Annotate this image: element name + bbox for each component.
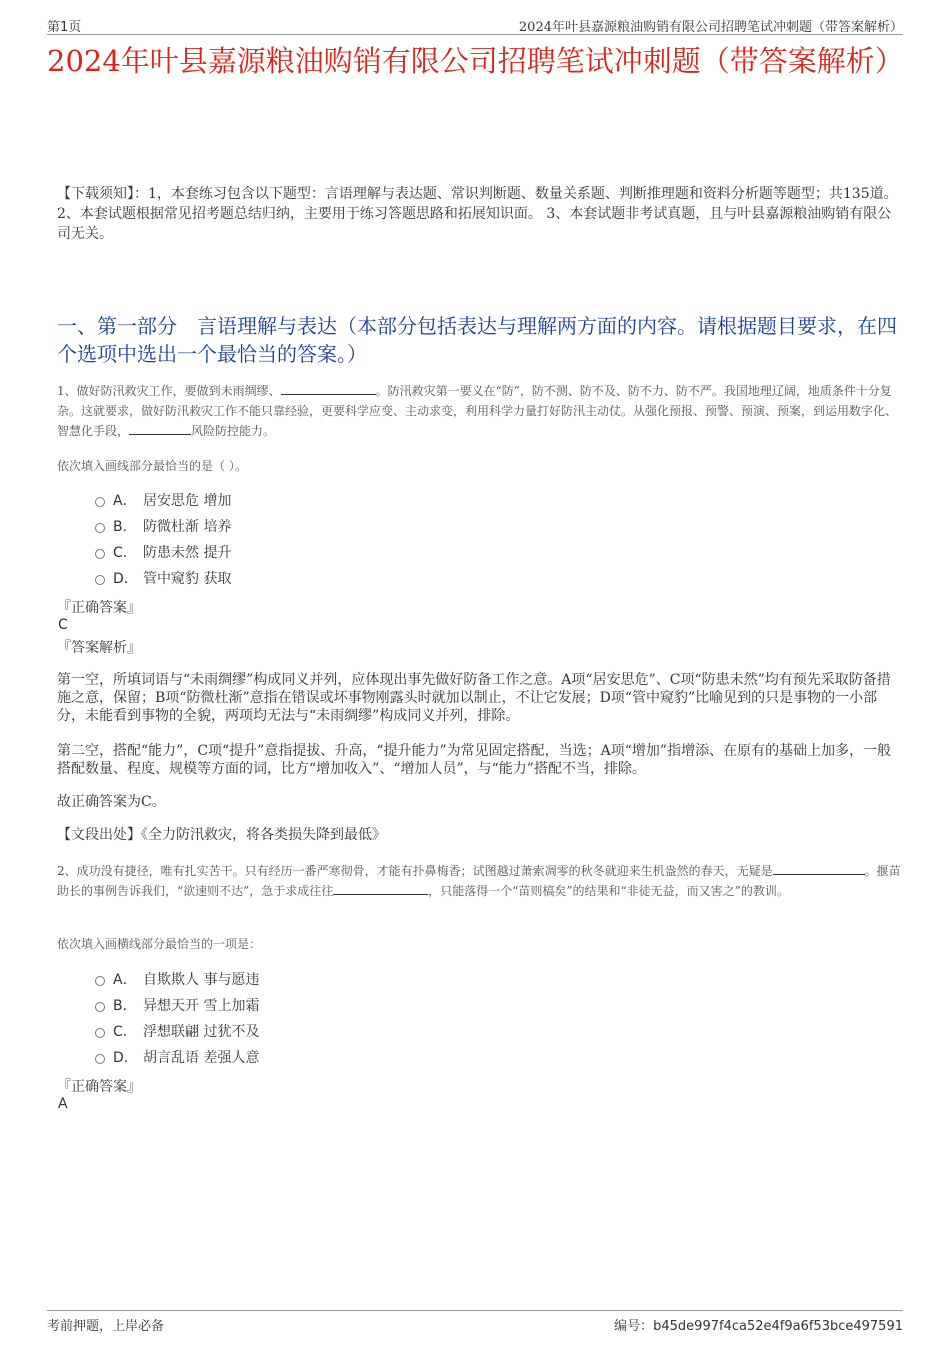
q2-answer: A (58, 1096, 68, 1112)
q1-blank-2 (129, 422, 191, 435)
section-heading: 一、第一部分 言语理解与表达（本部分包括表达与理解两方面的内容。请根据题目要求，在四个选项中选出一个最恰当的答案。） (57, 314, 897, 366)
document-title: 2024年叶县嘉源粮油购销有限公司招聘笔试冲刺题（带答案解析） (47, 44, 904, 78)
download-notice: 【下载须知】：1，本套练习包含以下题型：言语理解与表达题、常识判断题、数量关系题、判断推理题和资料分析题等题型；共135道。 2、本套试题根据常见招考题总结归纳，主要用于练习答题思路和拓展知识面。 3、本套试题非考试真题，且与叶县嘉源粮油购销有限公司无关。 (57, 186, 898, 242)
q2-text-part-c: ，只能落得一个“苗则槁矣”的结果和“非徒无益，而又害之”的教训。 (428, 884, 789, 898)
q2-text-part-b: 。揠苗助长的事例告诉我们，“欲速则不达”，急于求成往往 (57, 864, 901, 898)
radio-icon[interactable] (95, 1002, 105, 1012)
radio-icon[interactable] (95, 575, 105, 585)
q1-option-a[interactable]: A． 居安思危 增加 (95, 490, 231, 516)
q1-text-part-a: 1、做好防汛救灾工作，要做到未雨绸缪、 (57, 384, 281, 398)
q2-text-part-a: 2、成功没有捷径，唯有扎实苦干。只有经历一番严寒彻骨，才能有扑鼻梅香；试图越过萧索凋零的秋冬就迎来生机盎然的春天，无疑是 (57, 864, 773, 878)
footer-slogan: 考前押题，上岸必备 (47, 1319, 165, 1334)
q2-option-d[interactable]: D． 胡言乱语 差强人意 (95, 1047, 259, 1073)
q2-blank-2 (333, 882, 428, 895)
q2-option-c[interactable]: C． 浮想联翩 过犹不及 (95, 1021, 259, 1047)
q1-prompt: 依次填入画线部分最恰当的是（ ）。 (57, 459, 247, 473)
footer-code-label: 编号： (614, 1319, 654, 1334)
q1-source: 【文段出处】《全力防汛救灾，将各类损失降到最低》 (57, 827, 386, 843)
q1-answer-label: 『正确答案』 (57, 600, 141, 616)
q2-options (95, 969, 259, 1073)
question-2-text (57, 861, 903, 901)
page-number: 第1页 (47, 20, 82, 35)
q1-analysis-paragraph-2: 第二空，搭配“能力”，C项“提升”意指提拔、升高，“提升能力”为常见固定搭配，当选；A项“增加”指增添、在原有的基础上加多，一般搭配数量、程度、规模等方面的词，比方“增加收入”、“增加人员”，与“能力”搭配不当，排除。 (57, 743, 892, 777)
page-header (47, 14, 903, 35)
q1-conclusion: 故正确答案为C。 (57, 794, 166, 810)
radio-icon[interactable] (95, 549, 105, 559)
q1-analysis-label: 『答案解析』 (57, 640, 141, 656)
q1-options (95, 490, 231, 594)
q2-option-b[interactable]: B． 异想天开 雪上加霜 (95, 995, 259, 1021)
radio-icon[interactable] (95, 497, 105, 507)
q1-option-c[interactable]: C． 防患未然 提升 (95, 542, 231, 568)
footer-code (614, 1315, 903, 1334)
q1-text-part-c: 风险防控能力。 (191, 424, 276, 438)
footer-code-value: b45de997f4ca52e4f9a6f53bce497591 (653, 1319, 903, 1334)
q2-answer-label: 『正确答案』 (57, 1079, 141, 1095)
page-footer (47, 1310, 903, 1335)
question-1-text (57, 381, 903, 441)
q2-blank-1 (773, 862, 865, 875)
q1-option-d[interactable]: D． 管中窥豹 获取 (95, 568, 231, 594)
q2-option-a[interactable]: A． 自欺欺人 事与愿违 (95, 969, 259, 995)
q2-prompt: 依次填入画横线部分最恰当的一项是： (57, 937, 262, 951)
radio-icon[interactable] (95, 1054, 105, 1064)
q1-text-part-b: 。防汛救灾第一要义在“防”，防不测、防不及、防不力、防不严。我国地理辽阔，地质条件十分复杂。这就要求，做好防汛救灾工作不能只靠经验，更要科学应变、主动求变，利用科学力量打好防汛主动仗。从强化预报、预警、预演、预案，到运用数字化、智慧化手段， (57, 384, 898, 438)
radio-icon[interactable] (95, 523, 105, 533)
q1-blank-1 (281, 382, 376, 395)
radio-icon[interactable] (95, 976, 105, 986)
radio-icon[interactable] (95, 1028, 105, 1038)
q1-analysis-paragraph-1: 第一空，所填词语与“未雨绸缪”构成同义并列，应体现出事先做好防备工作之意。A项“居安思危”、C项“防患未然”均有预先采取防备措施之意，保留；B项“防微杜渐”意指在错误或坏事物刚露头时就加以制止，不让它发展；D项“管中窥豹”比喻见到的只是事物的一小部分，未能看到事物的全貌，两项均无法与“未雨绸缪”构成同义并列，排除。 (57, 672, 891, 724)
q1-answer: C (58, 617, 68, 633)
header-doc-title: 2024年叶县嘉源粮油购销有限公司招聘笔试冲刺题（带答案解析） (518, 20, 903, 35)
q1-option-b[interactable]: B． 防微杜渐 培养 (95, 516, 231, 542)
